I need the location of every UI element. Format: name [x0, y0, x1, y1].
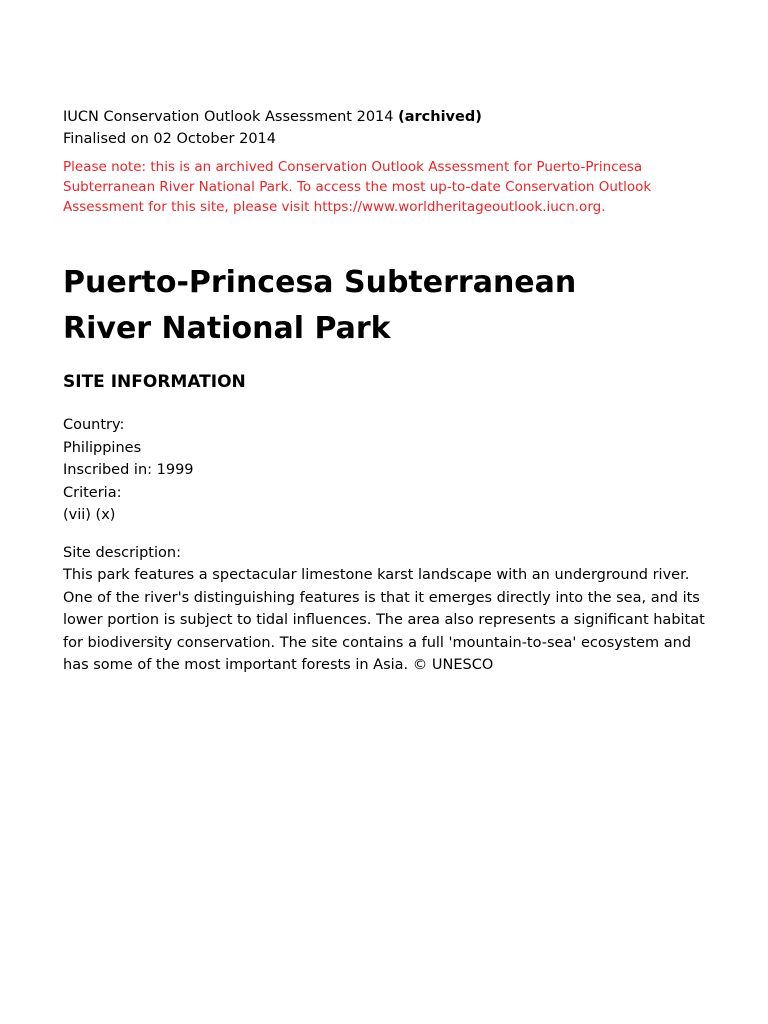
- site-title-line2: River National Park: [63, 311, 391, 346]
- document-page: [63, 106, 708, 677]
- site-description-label: Site description:: [63, 544, 181, 561]
- archive-notice: Please note: this is an archived Conservation Outlook Assessment for Puerto-Princesa Subterranean River National Park. To access the most up-to-date Conservation Outlook Assessment for this site, please visit https://www.worldheritageoutlook.iucn.org.: [63, 159, 652, 215]
- site-info-block: [63, 414, 708, 527]
- assessment-title: IUCN Conservation Outlook Assessment 2014: [63, 109, 394, 125]
- finalised-date: Finalised on 02 October 2014: [63, 131, 277, 147]
- assessment-header: [63, 106, 708, 128]
- criteria-label: Criteria:: [63, 484, 122, 501]
- inscribed-year: Inscribed in: 1999: [63, 462, 194, 478]
- site-title-line1: Puerto-Princesa Subterranean: [63, 265, 577, 300]
- site-description-text: This park features a spectacular limestone karst landscape with an underground river. One of the river's distinguishing features is that it emerges directly into the sea, and its lower portion is subject to tidal influences. The area also represents a significant habitat for biodiversity conservation. The site contains a full 'mountain-to-sea' ecosystem and has some of the most important forests in Asia. © UNESCO: [63, 567, 705, 673]
- country-label: Country:: [63, 417, 125, 433]
- country-value: Philippines: [63, 439, 142, 456]
- site-title: [63, 260, 708, 352]
- criteria-value: (vii) (x): [63, 507, 116, 523]
- section-heading-site-information: SITE INFORMATION: [63, 372, 246, 392]
- archived-label: (archived): [398, 109, 482, 125]
